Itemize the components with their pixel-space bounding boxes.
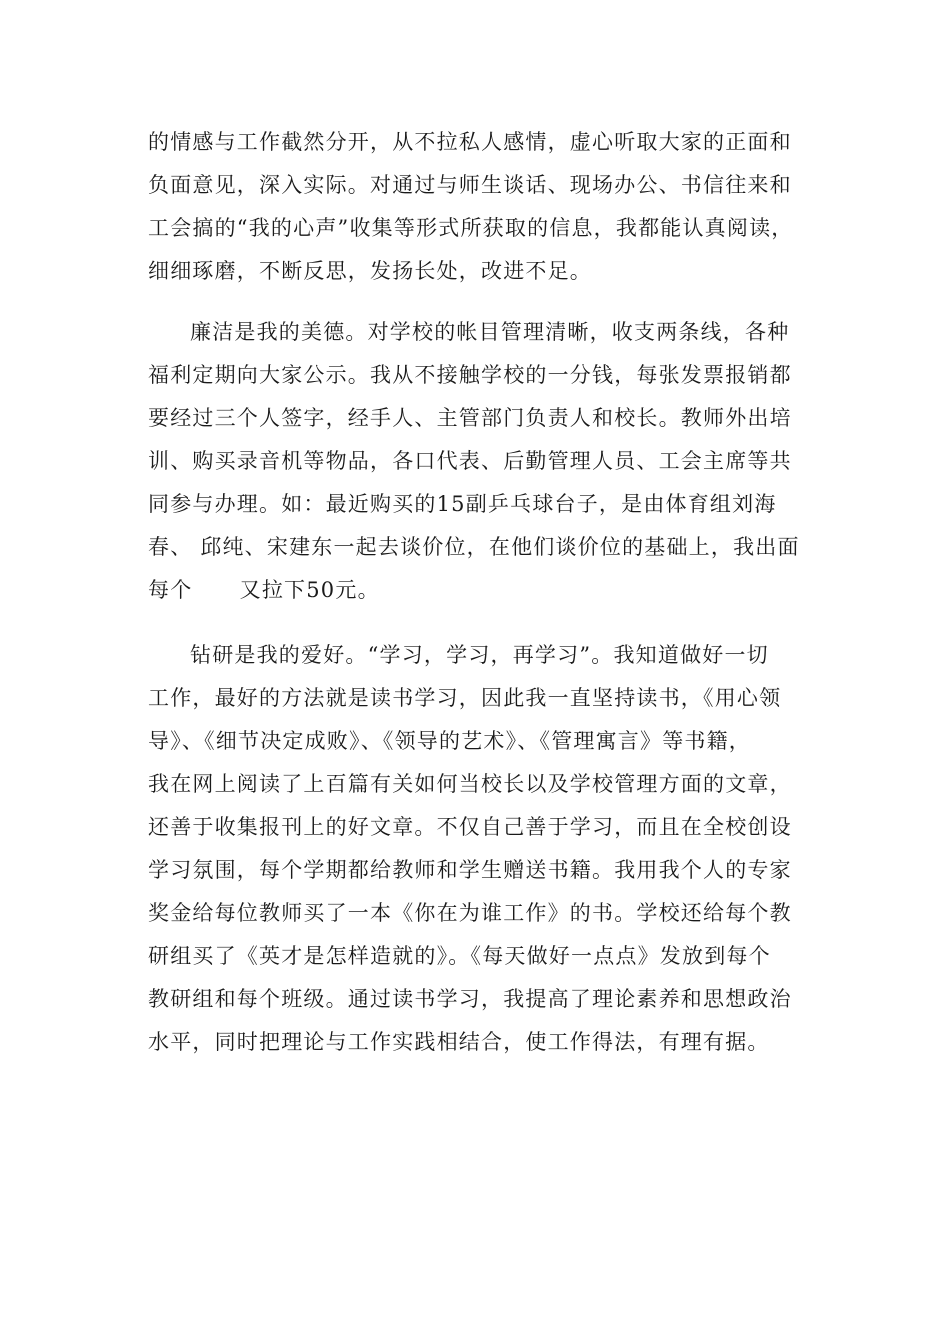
text-line: 福利定期向大家公示。我从不接触学校的一分钱，每张发票报销都 — [148, 363, 792, 387]
text-line: 还善于收集报刊上的好文章。不仅自己善于学习，而且在全校创设 — [148, 815, 792, 839]
text-line: 研组买了《英才是怎样造就的》。《每天做好一点点》发放到每个 — [148, 944, 771, 968]
text-line: 钻研是我的爱好。“学习，学习，再学习”。我知道做好一切 — [190, 643, 769, 667]
text-line: 负面意见，深入实际。对通过与师生谈话、现场办公、书信往来和 — [148, 173, 792, 197]
text-line: 训、购买录音机等物品，各口代表、后勤管理人员、工会主席等共 — [148, 449, 792, 473]
text-line: 我在网上阅读了上百篇有关如何当校长以及学校管理方面的文章， — [148, 772, 792, 796]
text-line: 水平，同时把理论与工作实践相结合，使工作得法，有理有据。 — [148, 1030, 770, 1054]
text-line: 工作，最好的方法就是读书学习，因此我一直坚持读书，《用心领 — [148, 686, 782, 710]
text-line: 春、 邱纯、宋建东一起去谈价位，在他们谈价位的基础上，我出面 — [148, 535, 800, 559]
text-line: 工会搞的“我的心声”收集等形式所获取的信息，我都能认真阅读， — [148, 216, 794, 240]
text-line: 教研组和每个班级。通过读书学习，我提高了理论素养和思想政治 — [148, 987, 792, 1011]
text-line: 廉洁是我的美德。对学校的帐目管理清晰，收支两条线，各种 — [190, 320, 790, 344]
text-line: 导》、《细节决定成败》、《领导的艺术》、《管理寓言》等书籍， — [148, 729, 751, 753]
text-line: 细细琢磨，不断反思，发扬长处，改进不足。 — [148, 259, 592, 283]
text-line: 的情感与工作截然分开，从不拉私人感情，虚心听取大家的正面和 — [148, 130, 792, 154]
text-line: 要经过三个人签字，经手人、主管部门负责人和校长。教师外出培 — [148, 406, 792, 430]
text-line: 奖金给每位教师买了一本《你在为谁工作》的书。学校还给每个教 — [148, 901, 792, 925]
text-line: 学习氛围，每个学期都给教师和学生赠送书籍。我用我个人的专家 — [148, 858, 792, 882]
text-line: 同参与办理。如：最近购买的15副乒乓球台子，是由体育组刘海 — [148, 492, 777, 516]
text-line: 每个 又拉下50元。 — [148, 578, 380, 602]
